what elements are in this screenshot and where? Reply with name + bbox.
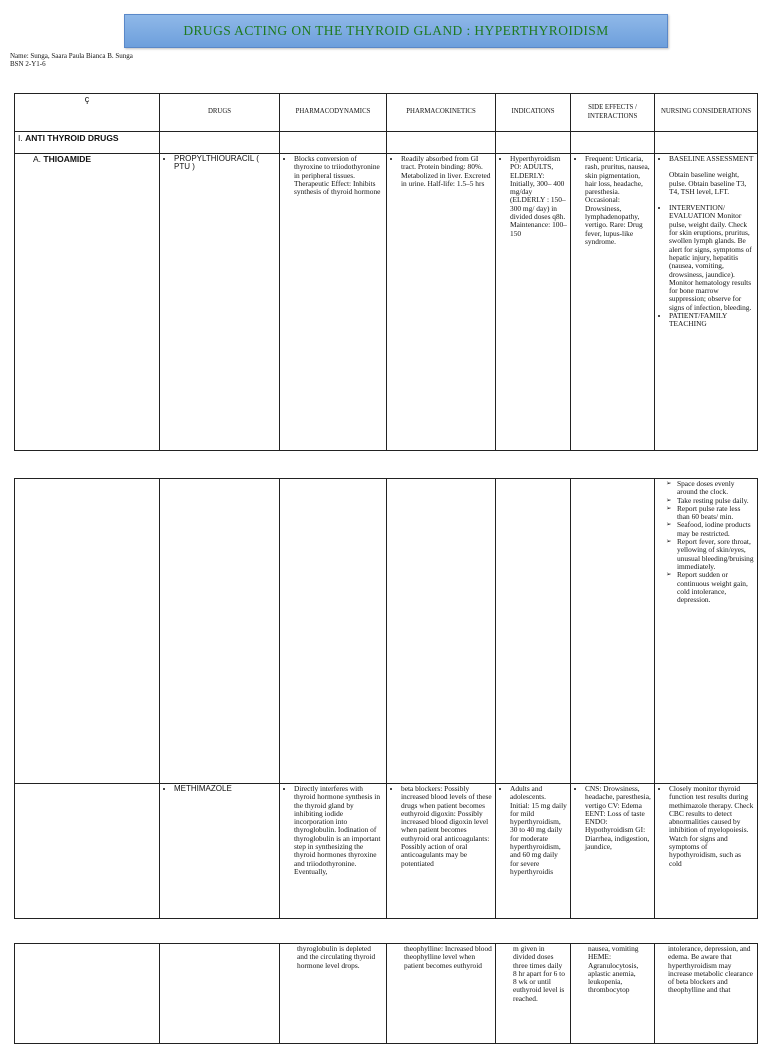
section-row	[15, 132, 758, 154]
table-row-teaching	[15, 479, 758, 784]
teaching-point: ➢ Report pulse rate less than 60 beats/ min.	[677, 505, 754, 522]
drug-table-page-2	[14, 478, 758, 919]
drug-table-page-3	[14, 943, 758, 1044]
header-drugs: DRUGS	[160, 94, 280, 132]
table-row-ptu	[15, 154, 758, 451]
table-header-row	[15, 94, 758, 132]
table-row-continued	[15, 944, 758, 1044]
corner-cell	[15, 94, 160, 132]
cell-nursing-ptu	[655, 154, 758, 451]
patient-family-teaching: • PATIENT/FAMILY TEACHING	[669, 312, 754, 329]
cell-pd-methimazole: • Directly interferes with thyroid hormone synthesis in the thyroid gland by inhibiting iodide incorporation into thyroglobulin. Iodination of thyroglobulin is an important step in synthesizing the thyroid hormones thyroxine and triiodothyronine. Eventually,	[280, 784, 387, 919]
baseline-assessment: • BASELINE ASSESSMENT Obtain baseline weight, pulse. Obtain baseline T3, T4, TSH level, LFT.	[669, 155, 754, 196]
cell-drug-ptu: • PROPYLTHIOURACIL ( PTU )	[160, 154, 280, 451]
cell-ind-methimazole: • Adults and adolescents. Initial: 15 mg daily for mild hyperthyroidism, 30 to 40 mg daily for moderate hyperthyroidism, and 60 mg daily for severe hyperthyroidis	[496, 784, 571, 919]
cell-nursing-continued: intolerance, depression, and edema. Be aware that hyperthyroidism may increase metabolic clearance of beta blockers and theophylline and that	[655, 944, 758, 1044]
teaching-point: ➢ Report fever, sore throat, yellowing of skin/eyes, unusual bleeding/bruising immediately.	[677, 538, 754, 571]
cell-pd-ptu: • Blocks conversion of thyroxine to triiodothyronine in peripheral tissues. Therapeutic Effect: Inhibits synthesis of thyroid hormone	[280, 154, 387, 451]
header-indications: INDICATIONS	[496, 94, 571, 132]
teaching-point: ➢ Report sudden or continuous weight gain, cold intolerance, depression.	[677, 571, 754, 604]
table-row-methimazole	[15, 784, 758, 919]
teaching-point: ➢ Space doses evenly around the clock.	[677, 480, 754, 497]
student-name: Name: Sunga, Saara Paula Bianca B. Sunga	[10, 52, 133, 60]
header-side-effects: SIDE EFFECTS / INTERACTIONS	[571, 94, 655, 132]
cell-pk-ptu: • Readily absorbed from GI tract. Protein binding: 80%. Metabolized in liver. Excreted in urine. Half-life: 1.5–5 hrs	[387, 154, 496, 451]
student-section: BSN 2-Y1-6	[10, 60, 46, 68]
intervention-evaluation: • INTERVENTION/ EVALUATION Monitor pulse, weight daily. Check for skin eruptions, pruritus, swollen lymph glands. Be alert for signs, symptoms of hepatic injury, hepatitis (nausea, vomiting, drowsiness, jaundice). Monitor hematology results for bone marrow suppression; observe for signs of infection, bleeding.	[669, 204, 754, 312]
cell-nursing-methimazole: • Closely monitor thyroid function test results during methimazole therapy. Check CBC results to detect abnormalities caused by inhibition of myelopoiesis. Watch for signs and symptoms of hypothyroidism, such as cold	[655, 784, 758, 919]
section-title: I. ANTI THYROID DRUGS	[15, 132, 160, 154]
header-pharmacodynamics: PHARMACODYNAMICS	[280, 94, 387, 132]
teaching-point: ➢ Seafood, iodine products may be restricted.	[677, 521, 754, 538]
header-nursing: NURSING CONSIDERATIONS	[655, 94, 758, 132]
page-title: DRUGS ACTING ON THE THYROID GLAND : HYPERTHYROIDISM	[124, 14, 668, 48]
cell-teaching-points	[655, 479, 758, 784]
cell-pd-continued: thyroglobulin is depleted and the circulating thyroid hormone level drops.	[280, 944, 387, 1044]
cell-pk-methimazole: • beta blockers: Possibly increased blood levels of these drugs when patient becomes euthyroid digoxin: Possibly increased blood digoxin level when patient becomes euthyroid oral anticoagulants: Possibly action of oral anticoagulants may be potentiated	[387, 784, 496, 919]
cell-se-ptu: • Frequent: Urticaria, rash, pruritus, nausea, skin pigmentation, hair loss, headache, paresthesia. Occasional: Drowsiness, lymphadenopathy, vertigo. Rare: Drug fever, lupus-like syndrome.	[571, 154, 655, 451]
corner-mark: ç	[84, 94, 90, 104]
cell-ind-ptu: • Hyperthyroidism PO: ADULTS, ELDERLY: Initially, 300– 400 mg/day (ELDERLY : 150–300 mg/ day) in divided doses q8h. Maintenance: 100–150	[496, 154, 571, 451]
cell-se-continued: nausea, vomiting HEME: Agranulocytosis, aplastic anemia, leukopenia, thrombocytop	[571, 944, 655, 1044]
cell-pk-continued: theophylline: Increased blood theophylline level when patient becomes euthyroid	[387, 944, 496, 1044]
cell-drug-methimazole: • METHIMAZOLE	[160, 784, 280, 919]
cell-ind-continued: m given in divided doses three times daily 8 hr apart for 6 to 8 wk or until euthyroid level is reached.	[496, 944, 571, 1044]
cell-se-methimazole: • CNS: Drowsiness, headache, paresthesia, vertigo CV: Edema EENT: Loss of taste ENDO: Hypothyroidism GI: Diarrhea, indigestion, jaundice,	[571, 784, 655, 919]
subsection-title: A. THIOAMIDE	[15, 154, 160, 451]
header-pharmacokinetics: PHARMACOKINETICS	[387, 94, 496, 132]
teaching-point: ➢ Take resting pulse daily.	[677, 497, 754, 505]
drug-table-page-1	[14, 93, 758, 451]
